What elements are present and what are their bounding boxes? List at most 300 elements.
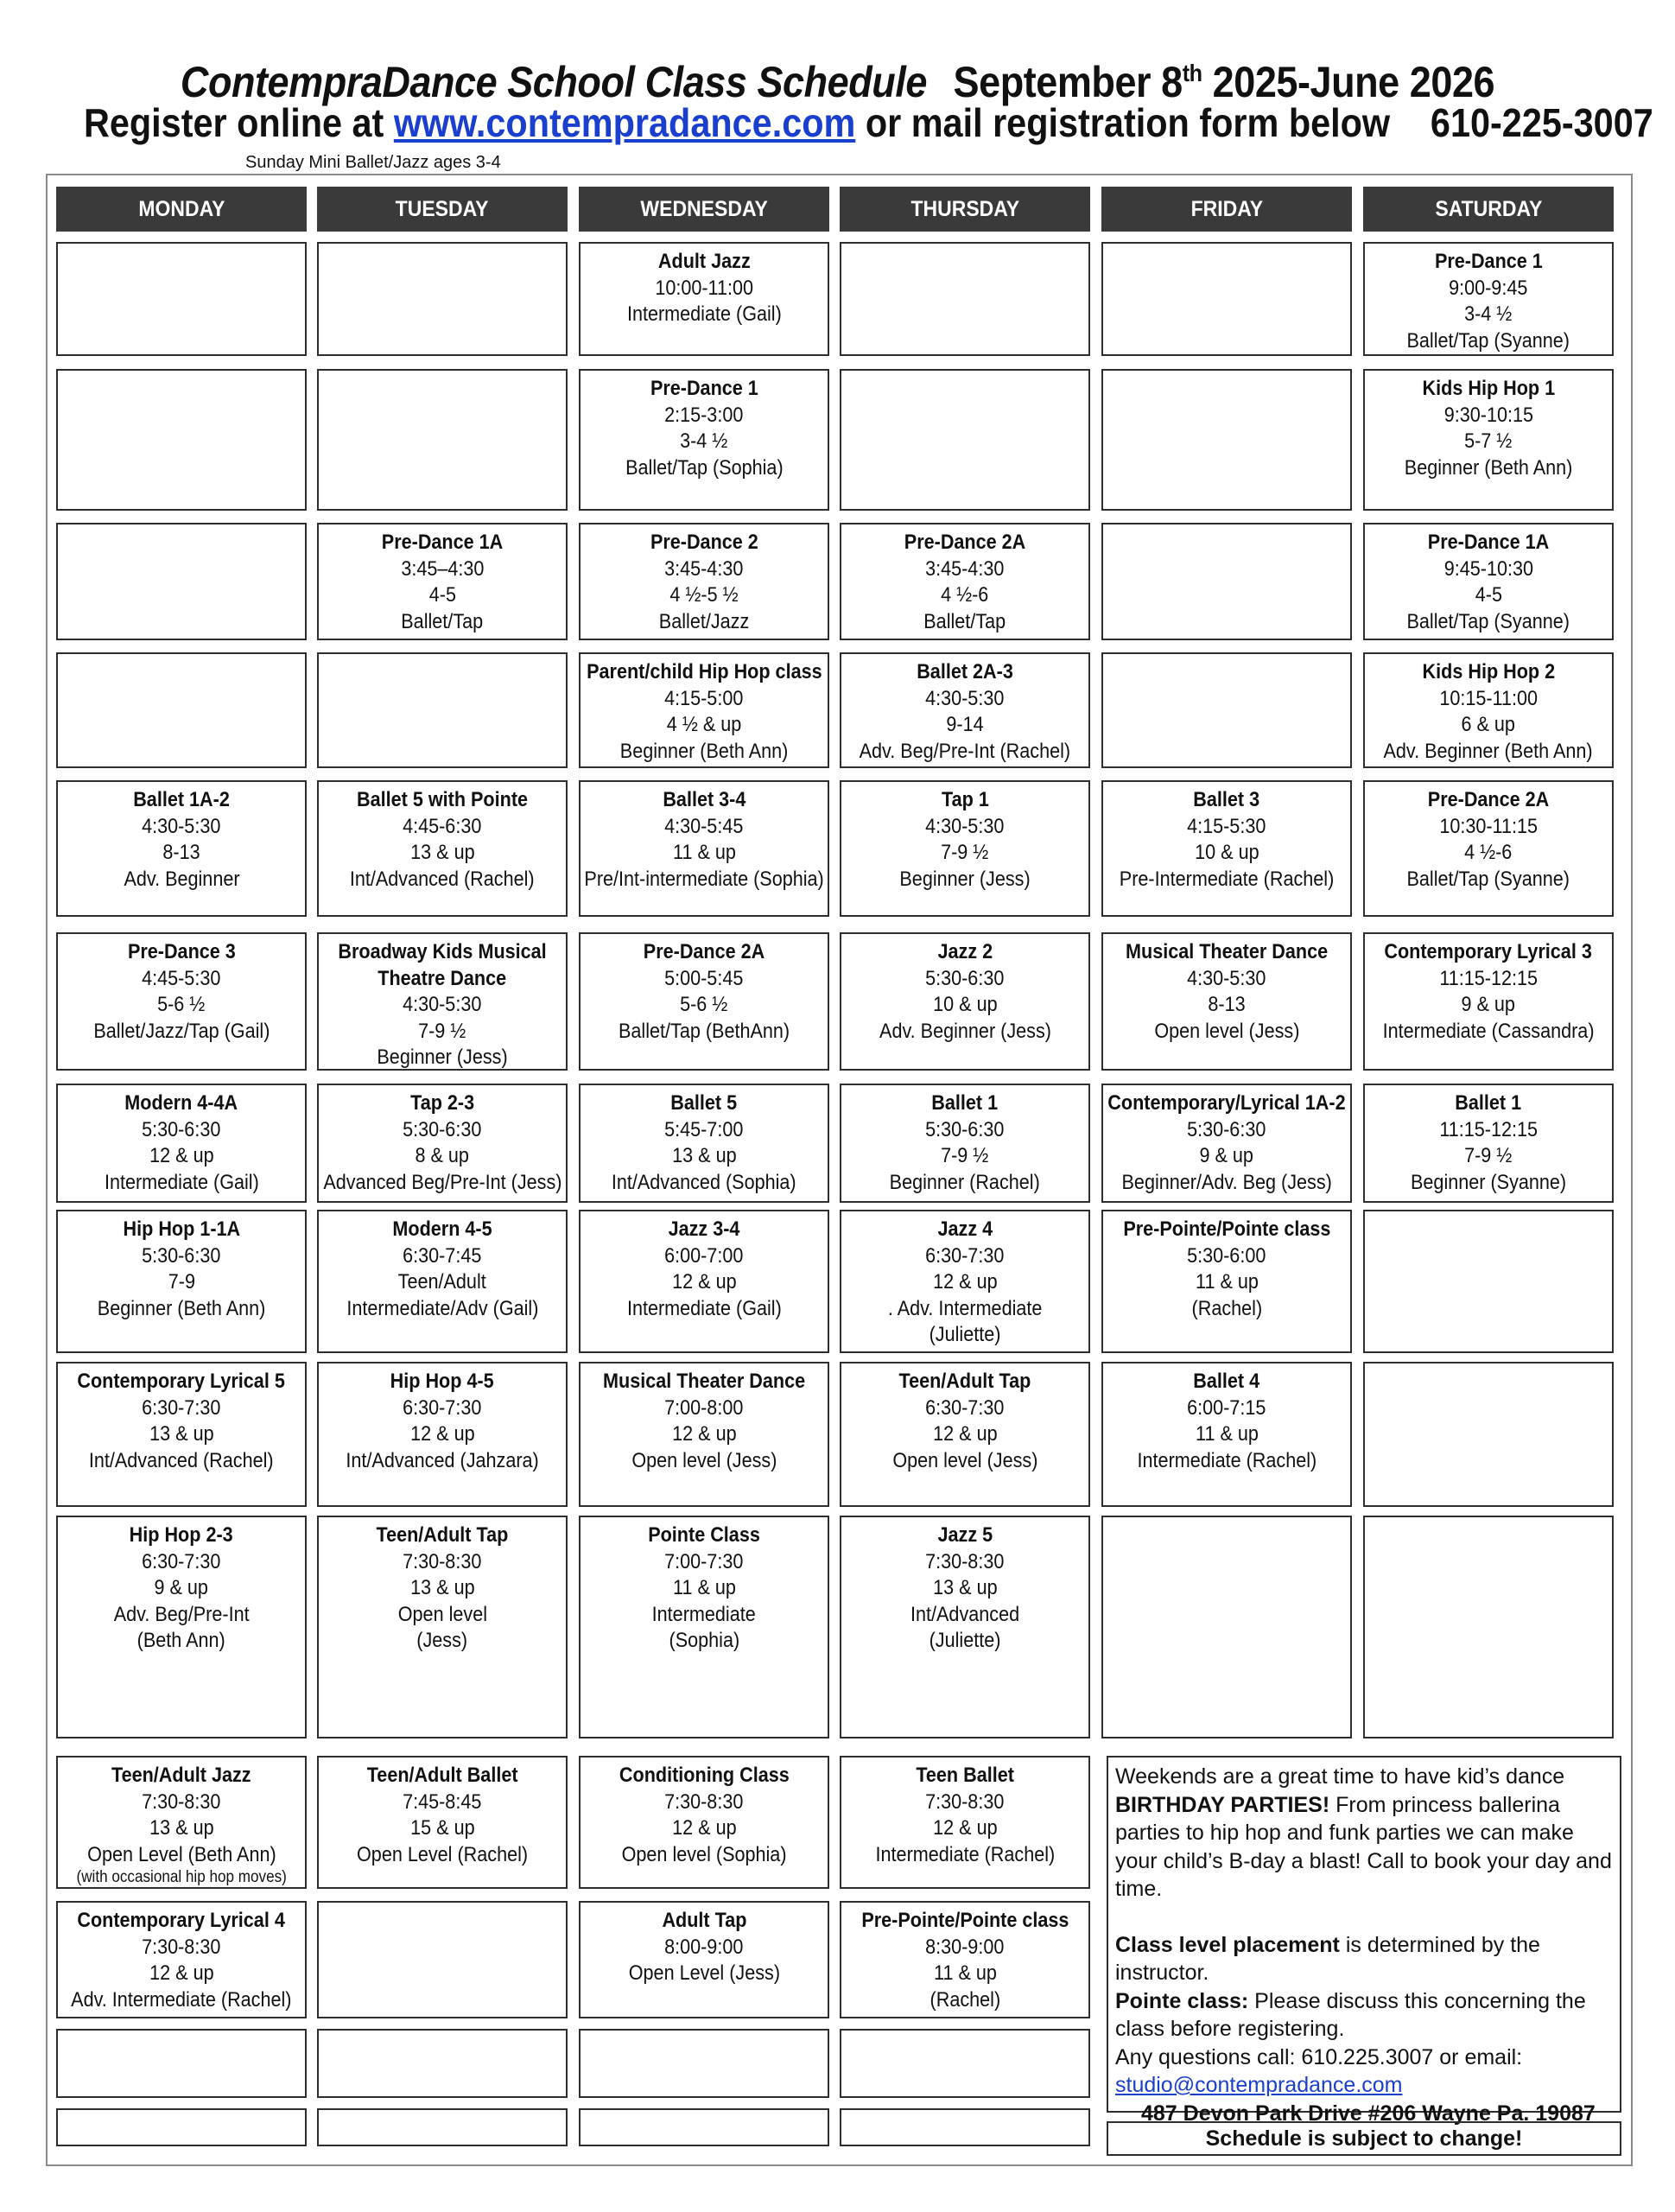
class-detail: 12 & up: [671, 1816, 737, 1840]
class-title: Pointe Class: [648, 1523, 760, 1547]
class-detail: 4:30-5:30: [1187, 966, 1266, 990]
class-detail: 7:00-8:00: [664, 1395, 744, 1420]
class-detail: 5:30-6:00: [1187, 1243, 1266, 1268]
class-cell: [56, 1756, 307, 1889]
class-detail: 5:45-7:00: [664, 1117, 744, 1141]
class-detail: 4-5: [1475, 583, 1502, 607]
day-header-thursday: [840, 187, 1090, 232]
class-cell: [317, 1210, 568, 1353]
class-detail: 6:30-7:30: [403, 1395, 482, 1420]
class-detail: 7-9 ½: [941, 1144, 989, 1167]
class-detail: 4-5: [428, 583, 456, 607]
class-detail: 4 ½ & up: [666, 713, 742, 736]
class-detail: Intermediate: [651, 1602, 757, 1626]
class-detail: (Rachel): [1191, 1296, 1262, 1320]
register-text: Register online at: [83, 100, 394, 145]
studio-address: 487 Devon Park Drive #206 Wayne Pa. 19087: [1141, 2101, 1596, 2126]
class-detail: (Jess): [416, 1629, 468, 1652]
day-label: WEDNESDAY: [640, 196, 768, 221]
class-detail: Beginner (Beth Ann): [1404, 455, 1573, 480]
class-detail: 10 & up: [1194, 841, 1259, 864]
class-detail: 4:30-5:30: [925, 686, 1005, 710]
class-detail: 7:00-7:30: [664, 1549, 744, 1573]
class-detail: 9:00-9:45: [1449, 276, 1528, 300]
class-detail: 4:45-5:30: [142, 966, 221, 990]
empty-cell: [840, 369, 1090, 511]
class-detail: Ballet/Tap (Syanne): [1406, 328, 1570, 353]
class-detail: 9:30-10:15: [1443, 403, 1533, 427]
class-detail: Pre-Intermediate (Rachel): [1119, 867, 1335, 891]
class-detail: Ballet/Tap (Syanne): [1406, 609, 1570, 633]
class-cell: [1363, 652, 1614, 768]
class-title: Ballet 1: [931, 1091, 999, 1115]
class-detail: Ballet/Jazz/Tap (Gail): [92, 1019, 270, 1043]
class-cell: [317, 1084, 568, 1203]
class-detail: 7:30-8:30: [925, 1789, 1005, 1814]
class-detail: 13 & up: [409, 841, 475, 864]
dates-end: 2025-June 2026: [1202, 58, 1495, 106]
empty-cell: [56, 369, 307, 511]
class-detail: Beginner (Jess): [377, 1046, 508, 1069]
class-title: Ballet 5: [670, 1091, 738, 1115]
empty-cell: [317, 2029, 568, 2098]
class-detail: 6:00-7:15: [1187, 1395, 1266, 1420]
empty-cell: [1101, 369, 1352, 511]
class-detail: Ballet/Tap (Sophia): [625, 455, 784, 480]
class-title: Contemporary Lyrical 5: [77, 1370, 286, 1393]
class-detail: Intermediate (Rachel): [875, 1842, 1055, 1866]
class-detail: 5-6 ½: [680, 993, 728, 1016]
class-cell: [579, 369, 829, 511]
class-title: Conditioning Class: [619, 1764, 790, 1787]
class-detail: Intermediate (Gail): [104, 1170, 259, 1194]
day-header-tuesday: [317, 187, 568, 232]
class-detail: 9:45-10:30: [1443, 556, 1533, 581]
empty-cell: [56, 2029, 307, 2098]
class-detail: 8:30-9:00: [925, 1935, 1005, 1959]
class-detail: 9-14: [946, 713, 984, 736]
class-cell: [840, 523, 1090, 640]
class-detail: 7:30-8:30: [925, 1549, 1005, 1573]
placement-text: is determined by the instructor.: [1115, 1932, 1540, 1985]
class-detail: (Juliette): [929, 1323, 1001, 1346]
class-title: Parent/child Hip Hop class: [586, 660, 822, 683]
placement-paragraph: [1115, 1931, 1613, 1987]
class-detail: 7:30-8:30: [142, 1935, 221, 1959]
class-detail: 11 & up: [1195, 1422, 1259, 1446]
empty-cell: [56, 2108, 307, 2146]
class-detail: 8-13: [1208, 993, 1246, 1016]
class-title: Hip Hop 2-3: [129, 1523, 234, 1547]
class-detail: Open level (Jess): [891, 1448, 1038, 1472]
class-cell: [56, 932, 307, 1071]
class-cell: [317, 932, 568, 1071]
class-detail: 5-7 ½: [1464, 429, 1513, 453]
class-title: Teen/Adult Jazz: [111, 1764, 251, 1787]
class-cell: [317, 1362, 568, 1507]
birthday-parties-label: BIRTHDAY PARTIES!: [1115, 1792, 1330, 1817]
birthday-paragraph: [1115, 1763, 1613, 1904]
class-detail: Intermediate (Gail): [626, 1296, 782, 1320]
dates-suffix: th: [1182, 60, 1202, 86]
class-detail: 9 & up: [1199, 1144, 1254, 1167]
class-detail: 12 & up: [149, 1144, 214, 1167]
class-title: Modern 4-4A: [124, 1091, 238, 1115]
class-detail: 5:30-6:30: [403, 1117, 482, 1141]
class-detail: Beginner (Jess): [899, 867, 1031, 891]
change-notice-text: Schedule is subject to change!: [1205, 2126, 1523, 2151]
register-line: [83, 97, 1653, 149]
class-detail: 5:30-6:30: [142, 1117, 221, 1141]
class-title: Pre-Dance 2A: [1427, 788, 1550, 811]
class-title: Pre-Dance 2A: [904, 531, 1026, 554]
empty-cell: [1363, 1362, 1614, 1507]
class-title: Pre-Dance 2A: [643, 940, 765, 963]
day-header-monday: [56, 187, 307, 232]
class-detail: 13 & up: [932, 1576, 998, 1599]
class-cell: [579, 1362, 829, 1507]
class-cell: [840, 1901, 1090, 2018]
class-cell: [317, 523, 568, 640]
empty-cell: [317, 652, 568, 768]
class-cell: [840, 1210, 1090, 1353]
class-detail: Open level (Jess): [631, 1448, 777, 1472]
class-cell: [1101, 932, 1352, 1071]
class-detail: 11 & up: [933, 1961, 997, 1985]
class-detail: Ballet/Tap (BethAnn): [618, 1019, 790, 1043]
class-cell: [840, 1756, 1090, 1889]
class-detail: 6:30-7:30: [142, 1549, 221, 1573]
class-cell: [317, 1756, 568, 1889]
class-cell: [579, 1901, 829, 2018]
class-detail: 9 & up: [154, 1576, 209, 1599]
class-detail: Open level (Jess): [1153, 1019, 1300, 1043]
empty-cell: [579, 2108, 829, 2146]
class-detail: Adv. Beg/Pre-Int (Rachel): [859, 739, 1071, 763]
class-title: Pre-Dance 1: [1434, 250, 1543, 273]
empty-cell: [1101, 652, 1352, 768]
class-detail: Beginner/Adv. Beg (Jess): [1121, 1170, 1332, 1194]
school-name: ContempraDance School Class Schedule: [180, 58, 927, 106]
class-title: Teen/Adult Tap: [376, 1523, 509, 1547]
class-detail: Open level (Sophia): [621, 1842, 787, 1866]
class-detail: Int/Advanced (Sophia): [612, 1170, 796, 1194]
class-detail: 7:30-8:30: [403, 1549, 482, 1573]
class-detail: Adv. Intermediate (Rachel): [71, 1987, 292, 2012]
class-cell: [1363, 1084, 1614, 1203]
class-detail: 3:45-4:30: [925, 556, 1005, 581]
class-note: (with occasional hip hop moves): [76, 1868, 287, 1886]
class-cell: [579, 1210, 829, 1353]
class-cell: [579, 1516, 829, 1738]
sunday-note: Sunday Mini Ballet/Jazz ages 3-4: [245, 153, 501, 172]
class-detail: 12 & up: [671, 1422, 737, 1446]
class-title: Pre-Dance 1: [650, 377, 758, 400]
day-label: TUESDAY: [396, 196, 489, 221]
class-detail: 8:00-9:00: [664, 1935, 744, 1959]
info-box: [1107, 1756, 1621, 2126]
class-cell: [56, 1210, 307, 1353]
empty-cell: [579, 2029, 829, 2098]
class-detail: Ballet/Tap: [923, 609, 1006, 633]
class-cell: [840, 652, 1090, 768]
class-detail: 3-4 ½: [680, 429, 728, 453]
class-detail: Adv. Beg/Pre-Int: [113, 1602, 250, 1626]
class-detail: Open Level (Jess): [628, 1961, 780, 1985]
class-detail: 3:45–4:30: [400, 556, 485, 581]
schedule-change-notice: [1107, 2121, 1621, 2156]
class-cell: [1101, 1210, 1352, 1353]
class-title: Kids Hip Hop 1: [1422, 377, 1555, 400]
class-title: Tap 1: [941, 788, 989, 811]
questions-line: Any questions call: 610.225.3007 or email:: [1115, 2044, 1523, 2069]
class-detail: 5:30-6:30: [1187, 1117, 1266, 1141]
class-title: Contemporary/Lyrical 1A-2: [1107, 1091, 1346, 1115]
class-detail: 6:30-7:30: [142, 1395, 221, 1420]
class-cell: [1363, 932, 1614, 1071]
class-detail: 9 & up: [1461, 993, 1516, 1016]
class-cell: [56, 780, 307, 917]
class-title: Jazz 5: [937, 1523, 993, 1547]
day-header-saturday: [1363, 187, 1614, 232]
class-detail: Beginner (Syanne): [1410, 1170, 1567, 1194]
class-cell: [840, 780, 1090, 917]
empty-cell: [56, 242, 307, 356]
website-link[interactable]: www.contempradance.com: [393, 100, 856, 145]
empty-cell: [56, 652, 307, 768]
phone-number: 610-225-3007: [1430, 100, 1653, 145]
class-detail: 5:30-6:30: [925, 1117, 1005, 1141]
class-title: Modern 4-5: [392, 1217, 492, 1241]
class-cell: [840, 1516, 1090, 1738]
class-cell: [1363, 780, 1614, 917]
class-detail: 13 & up: [149, 1422, 214, 1446]
class-title: Pre-Pointe/Pointe class: [1122, 1217, 1331, 1241]
class-detail: Intermediate/Adv (Gail): [346, 1296, 539, 1320]
day-header-friday: [1101, 187, 1352, 232]
empty-cell: [317, 2108, 568, 2146]
class-detail: 12 & up: [932, 1270, 998, 1294]
class-cell: [56, 1516, 307, 1738]
class-detail: Beginner (Rachel): [889, 1170, 1041, 1194]
class-detail: 11 & up: [672, 1576, 736, 1599]
class-detail: 7:30-8:30: [664, 1789, 744, 1814]
class-title: Broadway Kids Musical: [338, 940, 547, 963]
empty-cell: [840, 2108, 1090, 2146]
email-link[interactable]: studio@contempradance.com: [1115, 2073, 1403, 2097]
class-cell: [579, 1084, 829, 1203]
class-cell: [1101, 780, 1352, 917]
pointe-paragraph: [1115, 1987, 1613, 2044]
class-title: Musical Theater Dance: [602, 1370, 806, 1393]
birthday-text-end: From princess ballerina parties to hip hop and funk parties we can make your child’s B-day a blast! Call to book your day and time.: [1115, 1792, 1612, 1901]
day-label: SATURDAY: [1435, 196, 1542, 221]
class-cell: [840, 1084, 1090, 1203]
class-detail: 4 ½-6: [941, 583, 989, 607]
class-title: Pre-Dance 1A: [1427, 531, 1550, 554]
class-detail: 5:30-6:30: [925, 966, 1005, 990]
class-detail: 11 & up: [672, 841, 736, 864]
class-detail: 4:15-5:00: [664, 686, 744, 710]
class-detail: Advanced Beg/Pre-Int (Jess): [322, 1170, 562, 1194]
class-detail: 8 & up: [415, 1144, 470, 1167]
class-detail: Ballet/Jazz: [658, 609, 750, 633]
class-detail: Teen/Adult: [397, 1270, 487, 1294]
class-detail: 12 & up: [932, 1816, 998, 1840]
class-detail: 6 & up: [1461, 713, 1516, 736]
class-title: Contemporary Lyrical 3: [1384, 940, 1593, 963]
class-detail: 13 & up: [671, 1144, 737, 1167]
pointe-label: Pointe class:: [1115, 1988, 1249, 2013]
class-detail: 12 & up: [149, 1961, 214, 1985]
class-cell: [840, 932, 1090, 1071]
class-detail: 3:45-4:30: [664, 556, 744, 581]
class-detail: 10:30-11:15: [1439, 814, 1538, 838]
class-detail: 8-13: [162, 841, 200, 864]
placement-label: Class level placement: [1115, 1932, 1340, 1957]
class-detail: 7-9 ½: [1464, 1144, 1513, 1167]
class-detail: 2:15-3:00: [664, 403, 744, 427]
class-detail: 4:45-6:30: [403, 814, 482, 838]
class-cell: [1101, 1362, 1352, 1507]
class-detail: 7-9 ½: [941, 841, 989, 864]
class-detail: 4:30-5:30: [403, 993, 482, 1016]
class-detail: Ballet/Tap: [401, 609, 484, 633]
class-title: Pre-Pointe/Pointe class: [860, 1909, 1069, 1932]
class-title: Hip Hop 4-5: [390, 1370, 495, 1393]
class-detail: 11:15-12:15: [1439, 1117, 1538, 1141]
class-detail: 12 & up: [409, 1422, 475, 1446]
class-cell: [1363, 242, 1614, 356]
dates-start: September 8: [953, 58, 1183, 106]
class-detail: 6:30-7:30: [925, 1395, 1005, 1420]
class-detail: 7:45-8:45: [403, 1789, 482, 1814]
class-cell: [579, 932, 829, 1071]
class-detail: Beginner (Beth Ann): [619, 739, 789, 763]
class-cell: [317, 780, 568, 917]
class-title: Teen/Adult Tap: [898, 1370, 1031, 1393]
class-cell: [579, 652, 829, 768]
class-detail: (Rachel): [929, 1987, 1000, 2012]
class-title: Ballet 3: [1193, 788, 1260, 811]
class-detail: Ballet/Tap (Syanne): [1406, 867, 1570, 891]
class-detail: 12 & up: [671, 1270, 737, 1294]
class-cell: [1101, 1084, 1352, 1203]
day-label: FRIDAY: [1190, 196, 1263, 221]
class-title: Adult Tap: [662, 1909, 746, 1932]
class-detail: Adv. Beginner (Jess): [879, 1019, 1051, 1043]
class-detail: Open Level (Rachel): [356, 1842, 529, 1866]
class-cell: [56, 1362, 307, 1507]
class-detail: 7-9 ½: [418, 1019, 466, 1043]
class-detail: 10 & up: [932, 993, 998, 1016]
class-detail: 4:30-5:30: [142, 814, 221, 838]
class-cell: [1363, 369, 1614, 511]
class-title: Hip Hop 1-1A: [123, 1217, 240, 1241]
class-detail: 5:30-6:30: [142, 1243, 221, 1268]
class-detail: 3-4 ½: [1464, 302, 1513, 326]
class-detail: 13 & up: [409, 1576, 475, 1599]
class-cell: [317, 1516, 568, 1738]
empty-cell: [317, 1901, 568, 2018]
class-detail: 6:30-7:45: [403, 1243, 482, 1268]
class-title: Ballet 1A-2: [133, 788, 230, 811]
day-label: MONDAY: [137, 196, 225, 221]
class-detail: 10:15-11:00: [1439, 686, 1538, 710]
class-detail: 11 & up: [1195, 1270, 1259, 1294]
class-detail: Pre/Int-intermediate (Sophia): [584, 867, 824, 891]
class-detail: 15 & up: [409, 1816, 475, 1840]
class-title: Ballet 3-4: [662, 788, 746, 811]
class-detail: 5-6 ½: [157, 993, 206, 1016]
class-detail: Intermediate (Gail): [626, 302, 782, 326]
class-title: Kids Hip Hop 2: [1422, 660, 1555, 683]
class-detail: . Adv. Intermediate: [887, 1296, 1043, 1320]
class-detail: Adv. Beginner: [123, 867, 240, 891]
class-detail: (Sophia): [669, 1629, 739, 1652]
empty-cell: [1101, 242, 1352, 356]
class-title: Ballet 4: [1193, 1370, 1260, 1393]
class-cell: [579, 1756, 829, 1889]
class-detail: 13 & up: [149, 1816, 214, 1840]
class-detail: Adv. Beginner (Beth Ann): [1383, 739, 1594, 763]
class-detail: Int/Advanced (Rachel): [350, 867, 535, 891]
class-detail: Open level: [397, 1602, 487, 1626]
class-detail: Intermediate (Rachel): [1137, 1448, 1317, 1472]
class-title: Contemporary Lyrical 4: [77, 1909, 286, 1932]
empty-cell: [317, 369, 568, 511]
class-cell: [579, 242, 829, 356]
class-detail: 10:00-11:00: [655, 276, 753, 300]
empty-cell: [840, 2029, 1090, 2098]
empty-cell: [317, 242, 568, 356]
class-title: Jazz 3-4: [668, 1217, 740, 1241]
birthday-text: Weekends are a great time to have kid’s dance: [1115, 1764, 1565, 1789]
class-cell: [840, 1362, 1090, 1507]
class-detail: 5:00-5:45: [664, 966, 744, 990]
pointe-text: Please discuss this concerning the class before registering.: [1115, 1988, 1586, 2041]
class-title: Ballet 5 with Pointe: [356, 788, 529, 811]
class-detail: 6:30-7:30: [925, 1243, 1005, 1268]
class-title: Pre-Dance 2: [650, 531, 758, 554]
empty-cell: [840, 242, 1090, 356]
class-cell: [579, 523, 829, 640]
day-header-wednesday: [579, 187, 829, 232]
day-label: THURSDAY: [910, 196, 1019, 221]
class-title: Jazz 2: [937, 940, 993, 963]
class-detail: 7:30-8:30: [142, 1789, 221, 1814]
empty-cell: [56, 523, 307, 640]
class-title: Jazz 4: [937, 1217, 993, 1241]
class-cell: [579, 780, 829, 917]
class-detail: (Juliette): [929, 1629, 1001, 1652]
class-cell: [56, 1901, 307, 2018]
empty-cell: [1363, 1516, 1614, 1738]
class-cell: [1363, 523, 1614, 640]
class-title: Ballet 1: [1455, 1091, 1522, 1115]
class-detail: Beginner (Beth Ann): [97, 1296, 266, 1320]
class-detail: Intermediate (Cassandra): [1382, 1019, 1595, 1043]
empty-cell: [1101, 523, 1352, 640]
class-cell: [56, 1084, 307, 1203]
class-detail: (Beth Ann): [136, 1629, 226, 1652]
class-detail: Int/Advanced: [910, 1602, 1020, 1626]
class-title: Musical Theater Dance: [1125, 940, 1329, 963]
class-title: Pre-Dance 1A: [381, 531, 504, 554]
class-title: Tap 2-3: [409, 1091, 475, 1115]
class-detail: 4 ½-6: [1464, 841, 1513, 864]
empty-cell: [1363, 1210, 1614, 1353]
